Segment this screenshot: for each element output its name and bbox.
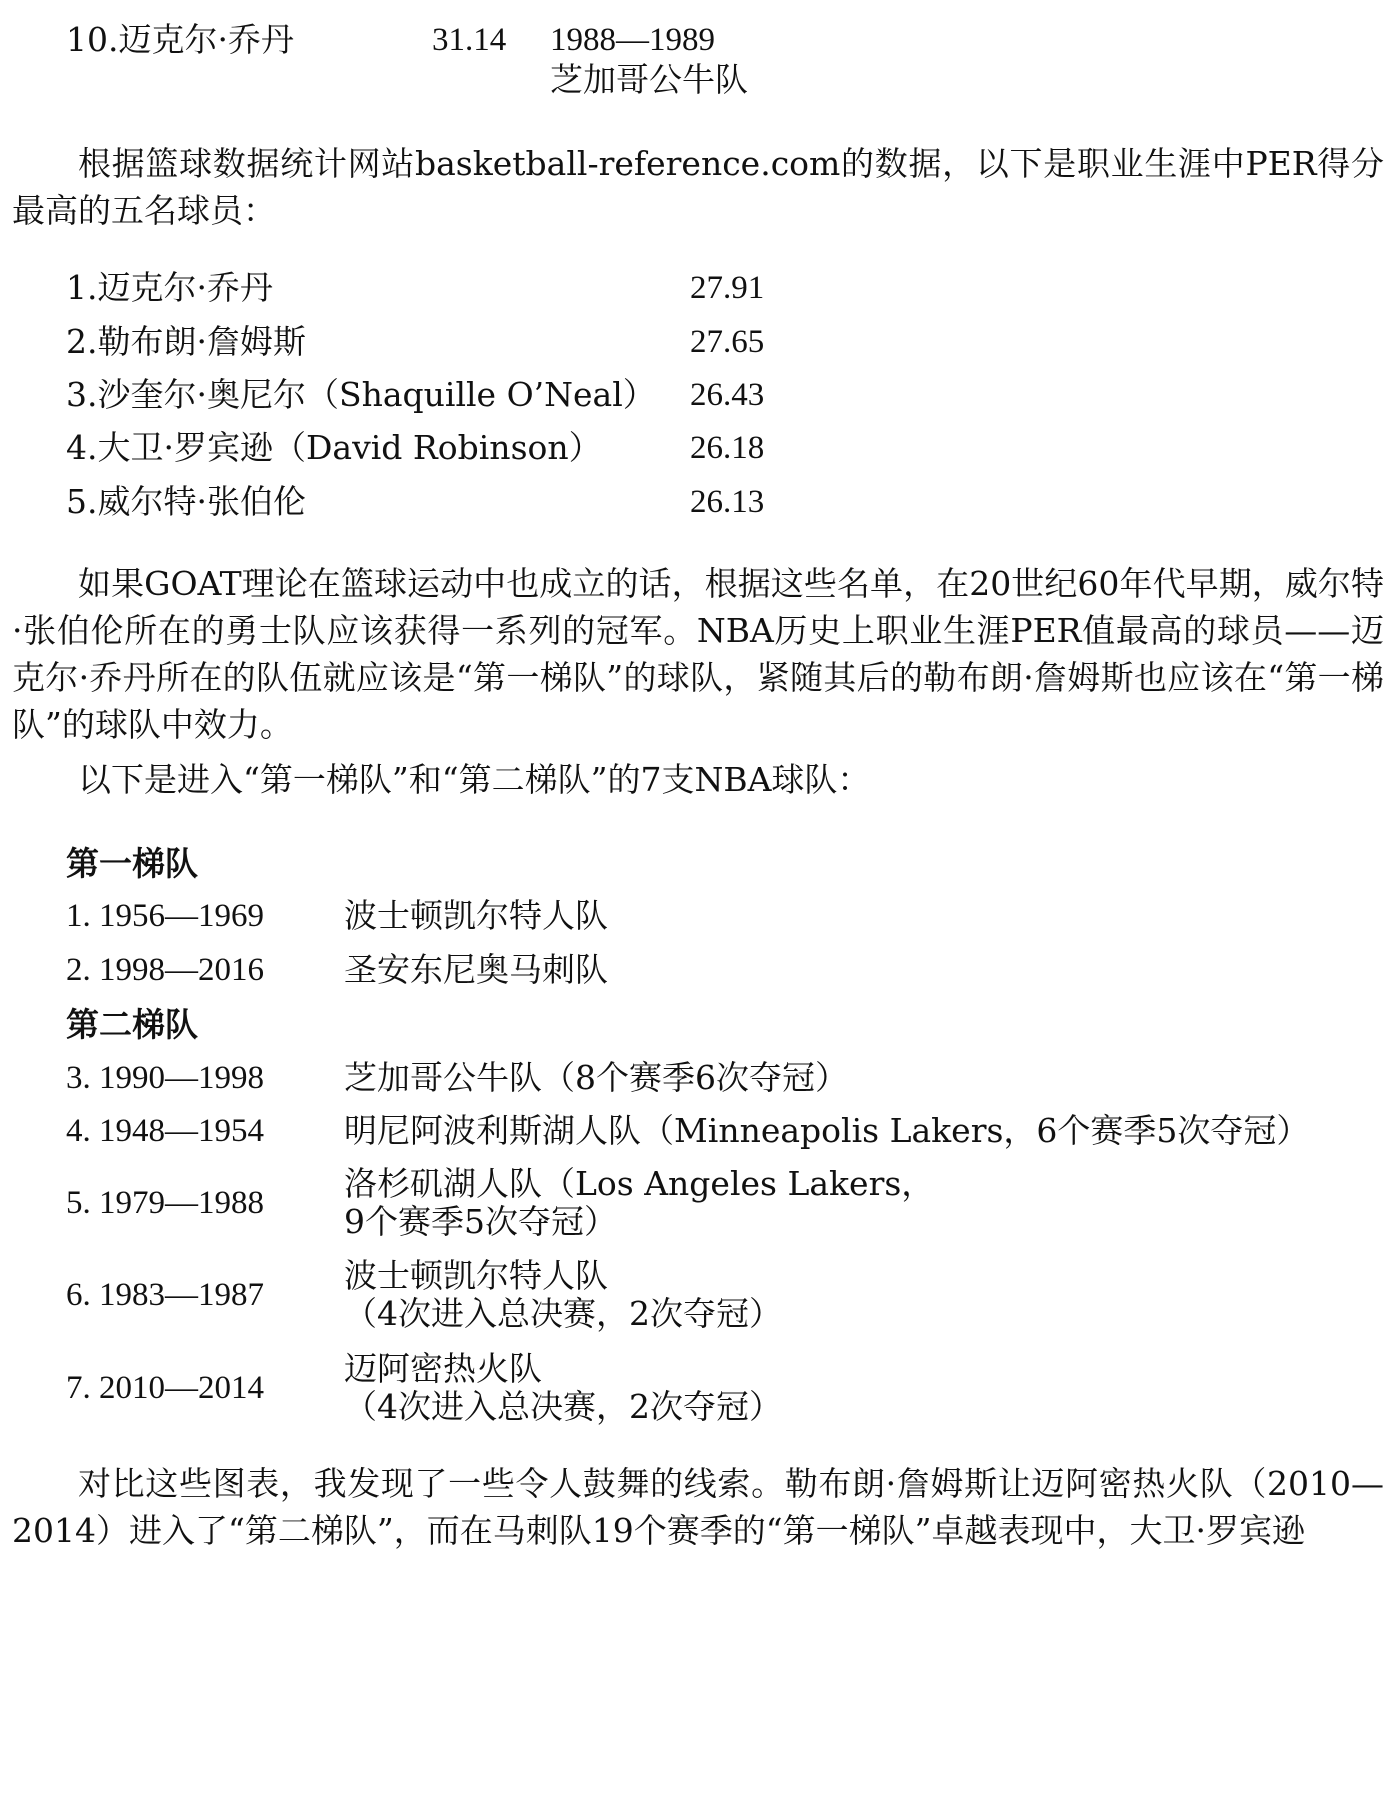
- per-list-item-name: 1.迈克尔·乔丹: [66, 268, 273, 307]
- tier-team-name-line1: 波士顿凯尔特人队: [344, 1256, 608, 1295]
- goat-paragraph: 如果GOAT理论在篮球运动中也成立的话，根据这些名单，在20世纪60年代早期，威尔特·张伯伦所在的勇士队应该获得一系列的冠军。NBA历史上职业生涯PER值最高的球员——迈克尔·乔丹所在的队伍就应该是“第一梯队”的球队，紧随其后的勒布朗·詹姆斯也应该在“第一梯队”的球队中效力。: [12, 564, 1384, 744]
- top-entry-team: 芝加哥公牛队: [550, 60, 748, 99]
- tier-team-name: 波士顿凯尔特人队: [344, 896, 608, 935]
- per-list-item-value: 26.13: [690, 484, 765, 520]
- tier-team-years: 2. 1998—2016: [66, 952, 264, 988]
- intro-paragraph: 根据篮球数据统计网站basketball-reference.com的数据，以下是职业生涯中PER得分最高的五名球员：: [12, 144, 1384, 230]
- tier-team-name-line1: 洛杉矶湖人队（Los Angeles Lakers，: [344, 1164, 935, 1203]
- tier-team-name: 芝加哥公牛队（8个赛季6次夺冠）: [344, 1058, 848, 1097]
- tier-team-name-line2: （4次进入总决赛，2次夺冠）: [344, 1294, 782, 1333]
- tier-team-years: 4. 1948—1954: [66, 1113, 264, 1149]
- tier1-heading: 第一梯队: [66, 844, 198, 883]
- tiers-intro: 以下是进入“第一梯队”和“第二梯队”的7支NBA球队：: [78, 760, 871, 799]
- top-entry-name: 10.迈克尔·乔丹: [66, 20, 294, 59]
- top-entry-value: 31.14: [432, 22, 507, 58]
- tier-team-name: 明尼阿波利斯湖人队（Minneapolis Lakers，6个赛季5次夺冠）: [344, 1111, 1310, 1150]
- per-list-item-name: 2.勒布朗·詹姆斯: [66, 322, 306, 361]
- tier-team-years: 7. 2010—2014: [66, 1370, 264, 1406]
- per-list-item-value: 26.18: [690, 430, 765, 466]
- per-list-item-name: 5.威尔特·张伯伦: [66, 482, 306, 521]
- tier-team-years: 6. 1983—1987: [66, 1277, 264, 1313]
- per-list-item-name: 4.大卫·罗宾逊（David Robinson）: [66, 428, 602, 467]
- tier-team-name-line2: （4次进入总决赛，2次夺冠）: [344, 1387, 782, 1426]
- tier-team-name-line1: 迈阿密热火队: [344, 1349, 542, 1388]
- tier-team-years: 3. 1990—1998: [66, 1060, 264, 1096]
- tier-team-years: 5. 1979—1988: [66, 1185, 264, 1221]
- per-list-item-name: 3.沙奎尔·奥尼尔（Shaquille O’Neal）: [66, 375, 656, 414]
- per-list-item-value: 27.91: [690, 270, 765, 306]
- top-entry-years: 1988—1989: [550, 22, 715, 58]
- per-list-item-value: 26.43: [690, 377, 765, 413]
- tier2-heading: 第二梯队: [66, 1005, 198, 1044]
- tier-team-name-line2: 9个赛季5次夺冠）: [344, 1202, 617, 1241]
- tier-team-name: 圣安东尼奥马刺队: [344, 950, 608, 989]
- per-list-item-value: 27.65: [690, 324, 765, 360]
- closing-paragraph: 对比这些图表，我发现了一些令人鼓舞的线索。勒布朗·詹姆斯让迈阿密热火队（2010—2014）进入了“第二梯队”，而在马刺队19个赛季的“第一梯队”卓越表现中，大卫·罗宾逊: [12, 1464, 1384, 1550]
- tier-team-years: 1. 1956—1969: [66, 898, 264, 934]
